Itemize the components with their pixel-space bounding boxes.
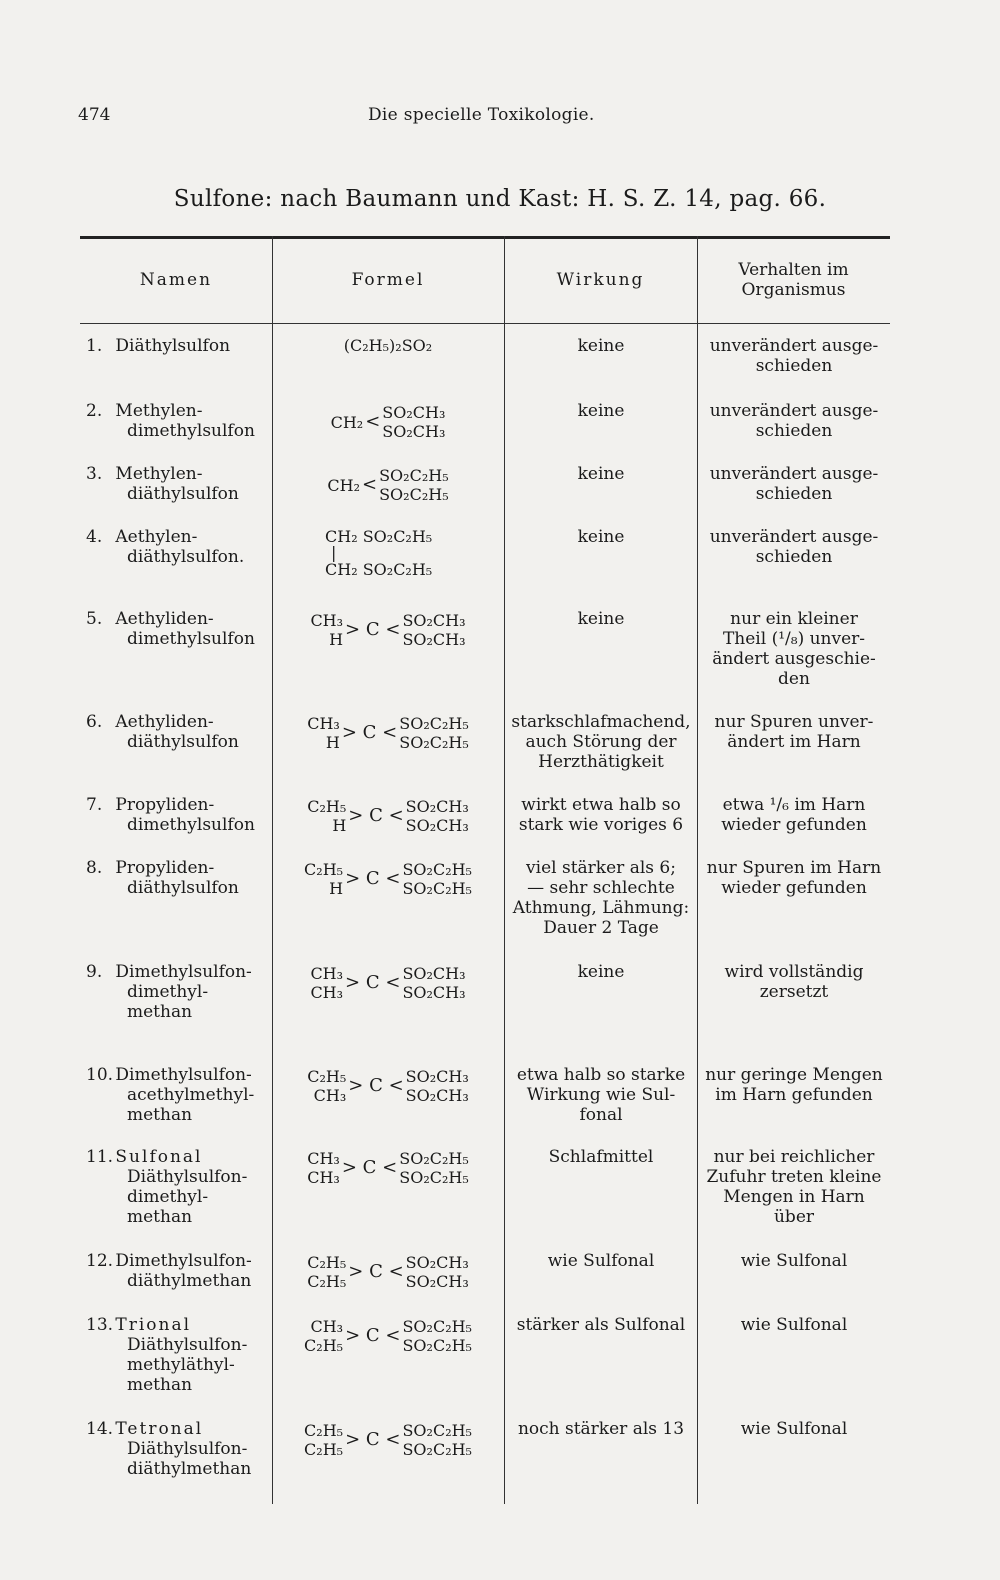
row-wirkung xyxy=(508,1419,694,1439)
row-name-line: diäthylmethan xyxy=(127,1459,252,1479)
formula-group: CH₃ xyxy=(307,1168,340,1187)
formula-group: C₂H₅ xyxy=(307,1272,347,1291)
row-number: 6. xyxy=(86,712,103,732)
row-name-text: Dimethylsulfon- xyxy=(115,962,252,982)
formula-group: SO₂CH₃ xyxy=(405,816,469,835)
verhalten-line: Theil (¹/₈) unver- xyxy=(722,629,866,649)
row-name-line: dimethyl- xyxy=(127,982,209,1002)
formula-connector: < xyxy=(365,411,381,432)
wirkung-line: auch Störung der xyxy=(525,732,677,752)
wirkung-line: viel stärker als 6; xyxy=(526,858,676,878)
formula-group: H xyxy=(325,733,340,752)
formula-right-group xyxy=(382,403,445,441)
verhalten-line: nur bei reichlicher xyxy=(713,1147,875,1167)
verhalten-line: schieden xyxy=(755,356,833,376)
formula-connector: > C < xyxy=(345,1429,401,1450)
formula-group: SO₂C₂H₅ xyxy=(379,466,449,485)
row-name xyxy=(86,962,272,1022)
verhalten-line: unverändert ausge- xyxy=(709,527,879,547)
formula-left-group xyxy=(307,797,346,835)
verhalten-line: unverändert ausge- xyxy=(709,336,879,356)
row-number: 9. xyxy=(86,962,103,982)
column-divider xyxy=(504,236,505,1504)
row-name-text: Propyliden- xyxy=(115,795,215,815)
formula-right-group xyxy=(402,1317,472,1355)
formula-group: SO₂C₂H₅ xyxy=(402,1421,472,1440)
formula-left-group xyxy=(307,1067,346,1105)
row-wirkung xyxy=(508,464,694,484)
formula-right-group xyxy=(399,714,469,752)
row-name-line xyxy=(86,1065,272,1085)
row-name-line: methan xyxy=(127,1207,193,1227)
row-formula xyxy=(275,336,501,356)
column-header-wirkung: Wirkung xyxy=(556,269,645,290)
row-name-text: Aethyliden- xyxy=(115,609,214,629)
row-formula xyxy=(275,962,501,1004)
row-name-line: Diäthylsulfon- xyxy=(127,1335,248,1355)
formula-group: SO₂C₂H₅ xyxy=(402,1317,472,1336)
formula-group: CH₃ xyxy=(310,964,344,983)
row-wirkung xyxy=(508,1251,694,1271)
row-name-line xyxy=(86,962,272,982)
verhalten-line: über xyxy=(773,1207,815,1227)
verhalten-line: schieden xyxy=(755,421,833,441)
row-name-line: diäthylsulfon xyxy=(127,732,239,752)
row-name xyxy=(86,1065,272,1125)
row-number: 14. xyxy=(86,1419,114,1439)
row-name xyxy=(86,1147,272,1227)
row-name xyxy=(86,795,272,835)
formula-right-group xyxy=(399,1149,469,1187)
formula-group: CH₃ xyxy=(307,1149,340,1168)
row-wirkung xyxy=(508,1147,694,1167)
row-number: 5. xyxy=(86,609,103,629)
row-number: 3. xyxy=(86,464,103,484)
formula-right-group xyxy=(402,611,465,649)
wirkung-line: keine xyxy=(577,527,625,547)
formula-connector: > C < xyxy=(348,1261,404,1282)
column-header-verhalten-line: Verhalten im xyxy=(738,259,849,280)
column-divider xyxy=(272,236,273,1504)
verhalten-line: nur ein kleiner xyxy=(730,609,858,629)
formula-group: SO₂C₂H₅ xyxy=(402,1440,472,1459)
verhalten-line: Zufuhr treten kleine xyxy=(706,1167,882,1187)
formula-group: SO₂CH₃ xyxy=(402,630,466,649)
row-verhalten xyxy=(701,962,887,1002)
column-header-verhalten xyxy=(697,236,890,323)
verhalten-line: etwa ¹/₆ im Harn xyxy=(722,795,866,815)
wirkung-line: fonal xyxy=(579,1105,623,1125)
row-verhalten xyxy=(701,1147,887,1227)
wirkung-line: etwa halb so starke xyxy=(516,1065,686,1085)
row-verhalten xyxy=(701,1419,887,1439)
formula-right-group xyxy=(406,1067,469,1105)
row-name xyxy=(86,858,272,898)
row-name xyxy=(86,401,272,441)
formula-vertical xyxy=(275,527,501,579)
formula-group: CH₃ xyxy=(310,611,344,630)
formula-connector: > C < xyxy=(341,1157,398,1178)
column-header-verhalten-line: Organismus xyxy=(741,279,846,300)
row-formula xyxy=(275,1419,501,1461)
verhalten-line: schieden xyxy=(755,484,833,504)
formula-group: SO₂CH₃ xyxy=(405,1253,469,1272)
formula-left-group xyxy=(307,1149,340,1187)
formula-group: C₂H₅ xyxy=(307,1253,347,1272)
sulfone-table xyxy=(80,236,890,1504)
verhalten-line: ändert im Harn xyxy=(727,732,861,752)
row-name-line: dimethylsulfon xyxy=(127,421,255,441)
row-wirkung xyxy=(508,962,694,982)
row-wirkung xyxy=(508,712,694,772)
formula-group: SO₂C₂H₅ xyxy=(399,1168,469,1187)
formula-group: CH₃ xyxy=(310,1317,344,1336)
verhalten-line: Mengen in Harn xyxy=(723,1187,865,1207)
formula-group: SO₂CH₃ xyxy=(402,964,466,983)
formula-left-group xyxy=(304,1317,343,1355)
formula-structure xyxy=(275,1065,501,1107)
verhalten-line: wie Sulfonal xyxy=(740,1315,848,1335)
wirkung-line: starkschlafmachend, xyxy=(511,712,691,732)
row-name-text: Tetronal xyxy=(115,1419,204,1439)
row-name xyxy=(86,1315,272,1395)
verhalten-line: nur Spuren unver- xyxy=(714,712,874,732)
formula-group: CH₃ xyxy=(307,714,340,733)
row-name-text: Dimethylsulfon- xyxy=(115,1251,252,1271)
formula-group: SO₂C₂H₅ xyxy=(402,879,472,898)
formula-left-group xyxy=(304,1421,343,1459)
row-name-text: Aethyliden- xyxy=(115,712,214,732)
formula-left-group xyxy=(307,1253,346,1291)
row-wirkung xyxy=(508,527,694,547)
formula-group: H xyxy=(332,816,347,835)
verhalten-line: wieder gefunden xyxy=(721,815,867,835)
row-name xyxy=(86,609,272,649)
row-verhalten xyxy=(701,795,887,835)
formula-connector: > C < xyxy=(345,619,401,640)
formula-group: SO₂C₂H₅ xyxy=(399,714,469,733)
row-name xyxy=(86,1419,272,1479)
row-name xyxy=(86,527,272,567)
formula-connector: < xyxy=(362,474,378,495)
wirkung-line: keine xyxy=(577,401,625,421)
row-name-line: diäthylsulfon. xyxy=(127,547,245,567)
formula-left-group xyxy=(304,860,343,898)
formula-line: CH₂ SO₂C₂H₅ xyxy=(325,527,433,546)
wirkung-line: wirkt etwa halb so xyxy=(521,795,681,815)
row-name-line xyxy=(86,1251,272,1271)
verhalten-line: im Harn gefunden xyxy=(715,1085,873,1105)
row-name-line: dimethylsulfon xyxy=(127,629,255,649)
formula-group: C₂H₅ xyxy=(304,1336,344,1355)
row-wirkung xyxy=(508,609,694,629)
wirkung-line: Schlafmittel xyxy=(548,1147,654,1167)
formula-group: C₂H₅ xyxy=(304,1421,344,1440)
row-wirkung xyxy=(508,401,694,421)
row-wirkung xyxy=(508,1065,694,1125)
wirkung-line: noch stärker als 13 xyxy=(517,1419,685,1439)
row-number: 4. xyxy=(86,527,103,547)
formula-structure xyxy=(275,1419,501,1461)
page-header xyxy=(78,105,888,135)
row-verhalten xyxy=(701,1065,887,1105)
wirkung-line: — sehr schlechte xyxy=(527,878,675,898)
verhalten-line: unverändert ausge- xyxy=(709,464,879,484)
wirkung-line: keine xyxy=(577,464,625,484)
row-name-line xyxy=(86,1419,272,1439)
formula-right-group xyxy=(402,860,472,898)
formula-structure xyxy=(275,464,501,506)
formula-bond: | xyxy=(331,543,337,562)
verhalten-line: ändert ausgeschie- xyxy=(712,649,876,669)
verhalten-line: schieden xyxy=(755,547,833,567)
row-name xyxy=(86,464,272,504)
formula-group: CH₂ xyxy=(330,412,364,432)
row-wirkung xyxy=(508,1315,694,1335)
formula-left-group xyxy=(327,476,360,495)
verhalten-line: nur Spuren im Harn xyxy=(706,858,882,878)
row-number: 7. xyxy=(86,795,103,815)
row-verhalten xyxy=(701,401,887,441)
row-name-line xyxy=(86,712,272,732)
formula-group: SO₂CH₃ xyxy=(405,1272,469,1291)
row-verhalten xyxy=(701,464,887,504)
formula-group: H xyxy=(329,879,344,898)
table-title: Sulfone: nach Baumann und Kast: H. S. Z. 14, pag. 66. xyxy=(173,186,827,212)
formula-group: SO₂CH₃ xyxy=(405,1086,469,1105)
row-number: 12. xyxy=(86,1251,114,1271)
formula-group: CH₂ xyxy=(327,475,360,495)
row-name-text: Methylen- xyxy=(115,464,203,484)
formula-right-group xyxy=(379,466,449,504)
formula-group: SO₂CH₃ xyxy=(382,403,446,422)
formula-right-group xyxy=(402,964,465,1002)
row-name-line: methan xyxy=(127,1375,193,1395)
formula-group: C₂H₅ xyxy=(304,860,344,879)
formula-right-group xyxy=(406,797,469,835)
row-verhalten xyxy=(701,858,887,898)
formula-structure xyxy=(275,1147,501,1189)
row-number: 11. xyxy=(86,1147,114,1167)
row-formula xyxy=(275,1315,501,1357)
verhalten-line: wird vollständig xyxy=(724,962,864,982)
row-number: 8. xyxy=(86,858,103,878)
row-number: 13. xyxy=(86,1315,114,1335)
formula-left-group xyxy=(310,611,343,649)
formula-connector: > C < xyxy=(348,805,404,826)
row-formula xyxy=(275,795,501,837)
row-name-line xyxy=(86,464,272,484)
formula-text: (C₂H₅)₂SO₂ xyxy=(343,336,433,355)
row-name-line xyxy=(86,527,272,547)
formula-group: CH₃ xyxy=(310,983,344,1002)
verhalten-line: nur geringe Mengen xyxy=(705,1065,883,1085)
wirkung-line: Herzthätigkeit xyxy=(538,752,664,772)
row-name-line: dimethylsulfon xyxy=(127,815,255,835)
row-formula xyxy=(275,1147,501,1189)
formula-group: C₂H₅ xyxy=(307,1067,347,1086)
formula-left-group xyxy=(310,964,343,1002)
formula-group: SO₂C₂H₅ xyxy=(402,1336,472,1355)
wirkung-line: keine xyxy=(577,962,625,982)
verhalten-line: wie Sulfonal xyxy=(740,1251,848,1271)
row-formula xyxy=(275,527,501,579)
row-name-text: Propyliden- xyxy=(115,858,215,878)
formula-connector: > C < xyxy=(348,1075,404,1096)
formula-group: SO₂CH₃ xyxy=(402,983,466,1002)
row-verhalten xyxy=(701,609,887,689)
wirkung-line: stärker als Sulfonal xyxy=(516,1315,686,1335)
row-name-text: Methylen- xyxy=(115,401,203,421)
formula-group: SO₂C₂H₅ xyxy=(379,485,449,504)
formula-structure xyxy=(275,1315,501,1357)
row-name-line: Diäthylsulfon- xyxy=(127,1167,248,1187)
row-wirkung xyxy=(508,858,694,938)
formula-group: H xyxy=(329,630,344,649)
row-name-text: Aethylen- xyxy=(115,527,198,547)
row-formula xyxy=(275,609,501,651)
row-formula xyxy=(275,1065,501,1107)
row-name-line xyxy=(86,1315,272,1335)
formula-left-group xyxy=(307,714,340,752)
row-wirkung xyxy=(508,795,694,835)
row-name-text: Sulfonal xyxy=(115,1147,203,1167)
row-formula xyxy=(275,712,501,754)
formula-structure xyxy=(275,962,501,1004)
row-number: 2. xyxy=(86,401,103,421)
formula-connector: > C < xyxy=(345,972,401,993)
row-verhalten xyxy=(701,1251,887,1271)
row-name-text: Diäthylsulfon xyxy=(115,336,231,356)
formula-structure xyxy=(275,795,501,837)
formula-structure xyxy=(275,1251,501,1293)
row-name-line xyxy=(86,336,272,356)
row-name-line: methan xyxy=(127,1002,193,1022)
formula-group: SO₂CH₃ xyxy=(405,1067,469,1086)
formula-right-group xyxy=(402,1421,472,1459)
wirkung-line: Dauer 2 Tage xyxy=(543,918,659,938)
row-name-line xyxy=(86,1147,272,1167)
formula-group: SO₂C₂H₅ xyxy=(399,1149,469,1168)
verhalten-line: den xyxy=(778,669,810,689)
row-verhalten xyxy=(701,1315,887,1335)
row-name-line: diäthylsulfon xyxy=(127,878,239,898)
formula-group: C₂H₅ xyxy=(304,1440,344,1459)
verhalten-line: unverändert ausge- xyxy=(709,401,879,421)
row-name-line xyxy=(86,858,272,878)
row-verhalten xyxy=(701,336,887,376)
formula-structure xyxy=(275,401,501,443)
formula-right-group xyxy=(406,1253,469,1291)
column-header-formel: Formel xyxy=(351,269,425,290)
verhalten-line: wieder gefunden xyxy=(721,878,867,898)
formula-connector: > C < xyxy=(345,1325,401,1346)
row-name xyxy=(86,712,272,752)
running-title: Die specielle Toxikologie. xyxy=(368,105,595,125)
formula-group: CH₃ xyxy=(313,1086,347,1105)
formula-group: SO₂CH₃ xyxy=(405,797,469,816)
row-wirkung xyxy=(508,336,694,356)
formula-group: SO₂C₂H₅ xyxy=(399,733,469,752)
row-name-line: methan xyxy=(127,1105,193,1125)
formula-group: SO₂C₂H₅ xyxy=(402,860,472,879)
formula-structure xyxy=(275,609,501,651)
row-formula xyxy=(275,1251,501,1293)
row-name-line: diäthylsulfon xyxy=(127,484,239,504)
formula-group: SO₂CH₃ xyxy=(402,611,466,630)
row-verhalten xyxy=(701,712,887,752)
row-name-text: Trional xyxy=(115,1315,192,1335)
wirkung-line: Wirkung wie Sul- xyxy=(526,1085,676,1105)
row-name-line xyxy=(86,795,272,815)
row-name-line: Diäthylsulfon- xyxy=(127,1439,248,1459)
row-name-line: methyläthyl- xyxy=(127,1355,235,1375)
formula-connector: > C < xyxy=(345,868,401,889)
formula-group: SO₂CH₃ xyxy=(382,422,446,441)
row-number: 10. xyxy=(86,1065,114,1085)
verhalten-line: wie Sulfonal xyxy=(740,1419,848,1439)
wirkung-line: wie Sulfonal xyxy=(547,1251,655,1271)
table-header-rule xyxy=(80,323,890,324)
verhalten-line: zersetzt xyxy=(759,982,829,1002)
row-formula xyxy=(275,858,501,900)
formula-left-group xyxy=(331,413,364,432)
row-number: 1. xyxy=(86,336,103,356)
wirkung-line: Athmung, Lähmung: xyxy=(512,898,690,918)
wirkung-line: stark wie voriges 6 xyxy=(518,815,684,835)
row-name-line: dimethyl- xyxy=(127,1187,209,1207)
row-name-line xyxy=(86,609,272,629)
row-formula xyxy=(275,464,501,506)
formula-structure xyxy=(275,712,501,754)
wirkung-line: keine xyxy=(577,336,625,356)
page-number: 474 xyxy=(78,105,111,125)
formula-line: CH₂ SO₂C₂H₅ xyxy=(325,560,433,579)
formula-group: C₂H₅ xyxy=(307,797,347,816)
column-header-namen: Namen xyxy=(139,269,213,290)
wirkung-line: keine xyxy=(577,609,625,629)
row-name-line: diäthylmethan xyxy=(127,1271,252,1291)
row-verhalten xyxy=(701,527,887,567)
row-name xyxy=(86,1251,272,1291)
row-name-line: acethylmethyl- xyxy=(127,1085,255,1105)
row-name-text: Dimethylsulfon- xyxy=(115,1065,252,1085)
row-formula xyxy=(275,401,501,443)
formula-connector: > C < xyxy=(341,722,398,743)
row-name xyxy=(86,336,272,356)
formula-structure xyxy=(275,858,501,900)
column-divider xyxy=(697,236,698,1504)
row-name-line xyxy=(86,401,272,421)
